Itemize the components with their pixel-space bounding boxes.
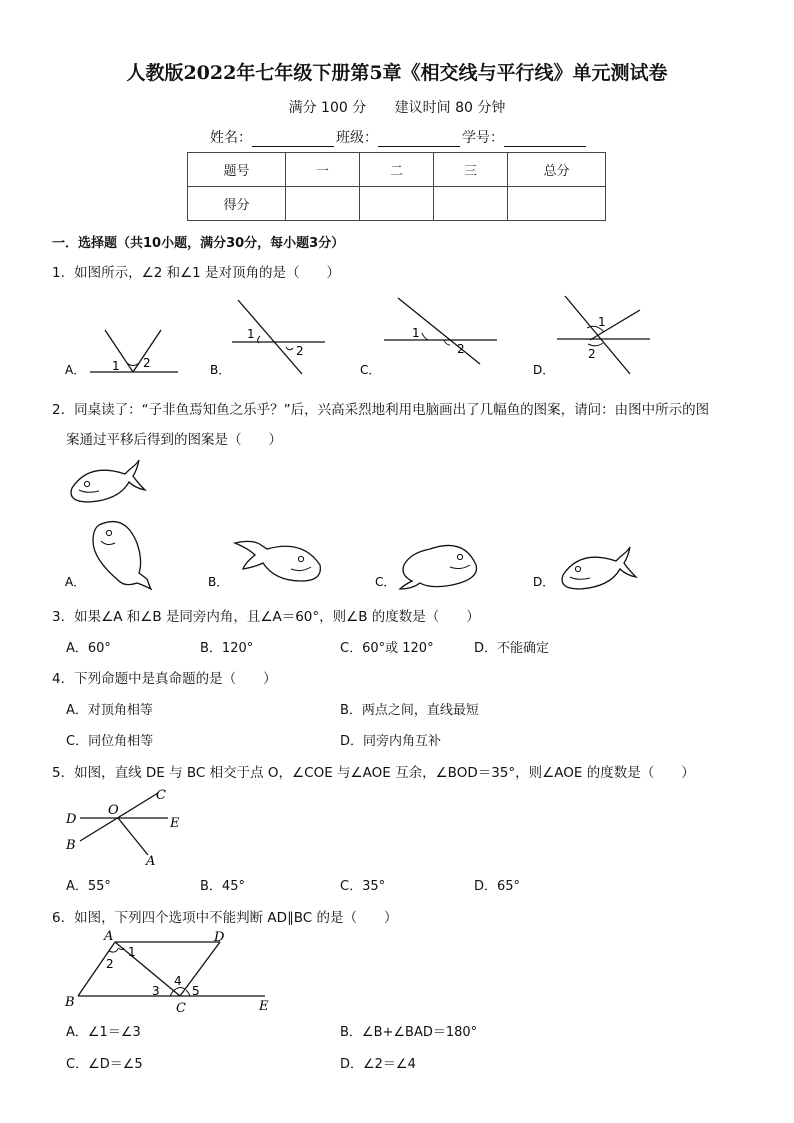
angle-label: 3 — [152, 984, 160, 998]
angle-label: 1 — [598, 315, 606, 329]
id-blank[interactable] — [504, 132, 586, 147]
point-label: D — [66, 812, 77, 827]
point-label: D — [214, 930, 225, 945]
q6-option-c[interactable]: C．∠D＝∠5 — [66, 1057, 143, 1072]
question-3: 3．如果∠A 和∠B 是同旁内角，且∠A＝60°，则∠B 的度数是（ ） — [52, 609, 480, 625]
score-cell[interactable] — [434, 187, 508, 221]
subtitle — [0, 97, 794, 117]
point-label: E — [170, 816, 180, 831]
q3-option-a[interactable]: A．60° — [66, 641, 111, 656]
question-1: 1．如图所示，∠2 和∠1 是对顶角的是（ ） — [52, 265, 341, 281]
fish-option-b — [235, 541, 320, 581]
angle-label: 5 — [192, 984, 200, 998]
point-label: B — [66, 838, 76, 853]
score-table — [187, 152, 606, 221]
suggested-time: 建议时间 80 分钟 — [394, 100, 506, 116]
table-cell: 得分 — [188, 187, 286, 221]
table-cell: 一 — [286, 153, 360, 187]
q5-option-c[interactable]: C．35° — [340, 879, 386, 894]
q1-option-c[interactable]: C． — [360, 363, 381, 377]
student-info — [210, 127, 588, 147]
q5-option-b[interactable]: B．45° — [200, 879, 245, 894]
score-table-header — [188, 153, 606, 187]
score-cell[interactable] — [286, 187, 360, 221]
angle-label: 2 — [296, 344, 304, 358]
angle-label: 2 — [588, 347, 596, 361]
q6-option-a[interactable]: A．∠1＝∠3 — [66, 1025, 141, 1040]
question-2-line1: 2．同桌读了：“子非鱼焉知鱼之乐乎？”后，兴高采烈地利用电脑画出了几幅鱼的图案，请问：由图中所示的图 — [52, 402, 710, 418]
angle-label: 1 — [112, 359, 120, 373]
question-5: 5．如图，直线 DE 与 BC 相交于点 O，∠COE 与∠AOE 互余，∠BOD＝35°，则∠AOE 的度数是（ ） — [52, 765, 695, 781]
angle-label: 1 — [412, 326, 420, 340]
q2-option-a[interactable]: A． — [65, 575, 86, 589]
q4-option-d[interactable]: D．同旁内角互补 — [340, 734, 442, 749]
q4-option-a[interactable]: A．对顶角相等 — [66, 703, 153, 718]
q1-option-b[interactable]: B． — [210, 363, 231, 377]
question-2-line2: 案通过平移后得到的图案是（ ） — [66, 432, 282, 448]
point-label: A — [146, 854, 156, 869]
angle-label: 1 — [247, 327, 255, 341]
q6-option-d[interactable]: D．∠2＝∠4 — [340, 1057, 416, 1072]
name-blank[interactable] — [252, 132, 334, 147]
fish-original — [71, 460, 145, 502]
score-table-row — [188, 187, 606, 221]
q1-option-d[interactable]: D． — [533, 363, 555, 377]
q2-option-b[interactable]: B． — [208, 575, 229, 589]
q3-option-c[interactable]: C．60°或 120° — [340, 641, 434, 656]
table-cell: 总分 — [508, 153, 606, 187]
class-label: 班级： — [336, 130, 378, 146]
fish-option-a — [93, 522, 151, 589]
fish-option-d — [562, 547, 636, 589]
q1-figures — [60, 290, 700, 385]
name-label: 姓名： — [210, 130, 252, 146]
full-score: 满分 100 分 — [288, 100, 367, 116]
q3-option-d[interactable]: D．不能确定 — [474, 641, 550, 656]
score-cell[interactable] — [508, 187, 606, 221]
point-label: E — [259, 999, 269, 1014]
q5-option-d[interactable]: D．65° — [474, 879, 521, 894]
fish-option-c — [400, 545, 477, 589]
page-title: 人教版2022年七年级下册第5章《相交线与平行线》单元测试卷 — [126, 62, 668, 84]
angle-label: 4 — [174, 974, 182, 988]
score-cell[interactable] — [360, 187, 434, 221]
table-cell: 三 — [434, 153, 508, 187]
angle-label: 2 — [457, 342, 465, 356]
q4-option-c[interactable]: C．同位角相等 — [66, 734, 154, 749]
id-label: 学号： — [462, 130, 504, 146]
table-cell: 题号 — [188, 153, 286, 187]
q1-option-a[interactable]: A． — [65, 363, 86, 377]
angle-label: 2 — [143, 356, 151, 370]
point-label: C — [176, 1001, 186, 1016]
point-label: O — [108, 803, 119, 818]
point-label: B — [65, 995, 75, 1010]
point-label: A — [104, 929, 114, 944]
q2-option-d[interactable]: D． — [533, 575, 555, 589]
q5-figure — [60, 785, 200, 870]
table-cell: 二 — [360, 153, 434, 187]
question-6: 6．如图，下列四个选项中不能判断 AD∥BC 的是（ ） — [52, 910, 398, 926]
q4-option-b[interactable]: B．两点之间，直线最短 — [340, 703, 479, 718]
class-blank[interactable] — [378, 132, 460, 147]
angle-label: 1 — [128, 945, 136, 959]
q3-option-b[interactable]: B．120° — [200, 641, 254, 656]
q5-option-a[interactable]: A．55° — [66, 879, 111, 894]
q6-option-b[interactable]: B．∠B+∠BAD＝180° — [340, 1025, 478, 1040]
q6-figure — [60, 928, 280, 1016]
q2-option-c[interactable]: C． — [375, 575, 396, 589]
section-heading: 一．选择题（共10小题，满分30分，每小题3分） — [52, 236, 345, 251]
q2-figures — [55, 455, 695, 590]
question-4: 4．下列命题中是真命题的是（ ） — [52, 671, 277, 687]
point-label: C — [156, 788, 166, 803]
angle-label: 2 — [106, 957, 114, 971]
